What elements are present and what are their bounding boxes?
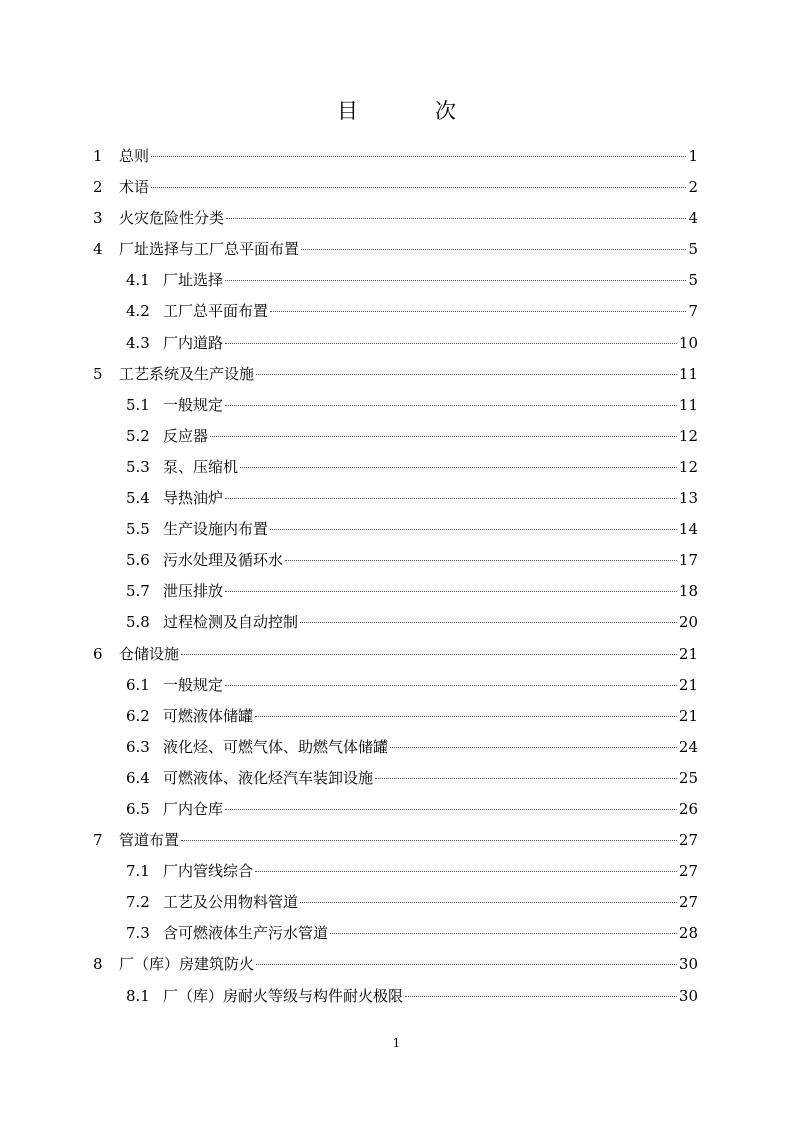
toc-dot-leader	[375, 777, 677, 779]
toc-entry-number: 3	[93, 209, 103, 228]
toc-entry-title: 液化烃、可燃气体、助燃气体储罐	[163, 737, 389, 756]
toc-entry-number: 5.2	[126, 426, 150, 445]
toc-entry-page: 30	[678, 986, 698, 1005]
toc-dot-leader	[390, 746, 677, 748]
toc-entry-page: 24	[678, 737, 698, 756]
toc-entry-title: 厂内管线综合	[163, 862, 254, 881]
page-number: 1	[392, 1036, 401, 1050]
toc-entry-title: 含可燃液体生产污水管道	[163, 924, 329, 943]
toc-dot-leader	[225, 279, 686, 281]
toc-entry-page: 26	[678, 799, 698, 818]
toc-title: 目 次	[337, 99, 484, 123]
toc-entry-number: 4	[93, 240, 103, 259]
toc-entry-page: 27	[678, 893, 698, 912]
toc-entry[interactable]	[93, 421, 698, 452]
toc-entry-number: 6	[93, 644, 103, 663]
toc-dot-leader	[210, 435, 677, 437]
toc-entry[interactable]	[93, 265, 698, 296]
toc-entry-page: 21	[678, 706, 698, 725]
toc-entry-number: 7.2	[126, 893, 150, 912]
toc-dot-leader	[270, 528, 677, 530]
toc-entry[interactable]	[93, 949, 698, 980]
toc-entry-number: 6.1	[126, 675, 150, 694]
toc-entry-number: 5.7	[126, 582, 150, 601]
toc-entry-page: 5	[688, 240, 698, 259]
toc-dot-leader	[300, 621, 677, 623]
toc-entry-page: 2	[688, 178, 698, 197]
toc-entry-number: 4.2	[126, 302, 150, 321]
toc-entry[interactable]	[93, 763, 698, 794]
toc-entry-page: 11	[678, 395, 698, 414]
toc-entry-page: 11	[678, 364, 698, 383]
toc-dot-leader	[301, 248, 686, 250]
toc-dot-leader	[256, 373, 677, 375]
toc-entry[interactable]	[93, 794, 698, 825]
toc-dot-leader	[225, 497, 677, 499]
toc-entry[interactable]	[93, 856, 698, 887]
toc-entry-title: 术语	[119, 178, 150, 197]
toc-entry-number: 6.3	[126, 737, 150, 756]
toc-entry-page: 13	[678, 489, 698, 508]
toc-entry-number: 8	[93, 955, 103, 974]
toc-entry[interactable]	[93, 234, 698, 265]
toc-entry-page: 30	[678, 955, 698, 974]
toc-entry-page: 21	[678, 644, 698, 663]
toc-entry[interactable]	[93, 670, 698, 701]
toc-entry-page: 12	[678, 426, 698, 445]
toc-entry-number: 5.6	[126, 551, 150, 570]
toc-entry-page: 1	[688, 147, 698, 165]
toc-entry[interactable]	[93, 296, 698, 327]
toc-entry-page: 10	[678, 333, 698, 352]
toc-entry-title: 导热油炉	[163, 489, 224, 508]
toc-dot-leader	[255, 870, 677, 872]
toc-entry[interactable]	[93, 607, 698, 638]
toc-dot-leader	[300, 901, 677, 903]
toc-entry-title: 厂内仓库	[163, 799, 224, 818]
toc-entry-title: 泵、压缩机	[163, 457, 239, 476]
toc-dot-leader	[330, 932, 677, 934]
toc-entry-number: 7	[93, 831, 103, 850]
toc-entry-title: 一般规定	[163, 395, 224, 414]
toc-dot-leader	[225, 404, 677, 406]
toc-entry-number: 5.4	[126, 489, 150, 508]
toc-entry-number: 8.1	[126, 986, 150, 1005]
toc-entry[interactable]	[93, 514, 698, 545]
toc-dot-leader	[256, 963, 677, 965]
toc-entry[interactable]	[93, 203, 698, 234]
toc-entry-number: 5.5	[126, 520, 150, 539]
toc-entry-title: 一般规定	[163, 675, 224, 694]
toc-dot-leader	[270, 310, 686, 312]
toc-entry-title: 厂址选择	[163, 271, 224, 290]
toc-entry-number: 6.2	[126, 706, 150, 725]
toc-entry-title: 工艺及公用物料管道	[163, 893, 299, 912]
toc-entry[interactable]	[93, 452, 698, 483]
toc-entry[interactable]	[93, 887, 698, 918]
toc-entry-number: 4.1	[126, 271, 150, 290]
toc-entry[interactable]	[93, 141, 698, 172]
toc-entry-page: 4	[688, 209, 698, 228]
toc-entry-number: 4.3	[126, 333, 150, 352]
toc-entry[interactable]	[93, 918, 698, 949]
toc-entry-page: 12	[678, 457, 698, 476]
toc-dot-leader	[240, 466, 677, 468]
toc-entry[interactable]	[93, 639, 698, 670]
toc-entry-page: 7	[688, 302, 698, 321]
toc-entry-title: 厂（库）房建筑防火	[119, 955, 255, 974]
toc-entry-title: 厂内道路	[163, 333, 224, 352]
toc-entry[interactable]	[93, 701, 698, 732]
toc-dot-leader	[226, 217, 686, 219]
toc-entry-page: 14	[678, 520, 698, 539]
toc-entry-page: 21	[678, 675, 698, 694]
toc-entry-title: 污水处理及循环水	[163, 551, 284, 570]
toc-entry[interactable]	[93, 328, 698, 359]
toc-entry[interactable]	[93, 732, 698, 763]
toc-entry-title: 生产设施内布置	[163, 520, 269, 539]
toc-dot-leader	[225, 808, 677, 810]
toc-entry-page: 20	[678, 613, 698, 632]
toc-entry[interactable]	[93, 576, 698, 607]
toc-entry-number: 7.3	[126, 924, 150, 943]
toc-entry[interactable]	[93, 483, 698, 514]
toc-dot-leader	[255, 715, 677, 717]
toc-entry-title: 厂（库）房耐火等级与构件耐火极限	[163, 986, 404, 1005]
toc-entry-title: 过程检测及自动控制	[163, 613, 299, 632]
toc-dot-leader	[225, 590, 677, 592]
toc-entry[interactable]	[93, 172, 698, 203]
toc-entry-page: 17	[678, 551, 698, 570]
toc-entry-page: 18	[678, 582, 698, 601]
toc-entry-number: 7.1	[126, 862, 150, 881]
toc-entry-number: 6.4	[126, 768, 150, 787]
toc-dot-leader	[405, 995, 677, 997]
toc-entry-number: 5	[93, 364, 103, 383]
toc-dot-leader	[285, 559, 677, 561]
toc-entry-title: 厂址选择与工厂总平面布置	[119, 240, 300, 259]
toc-dot-leader	[181, 839, 677, 841]
toc-entry[interactable]	[93, 390, 698, 421]
toc-entry-title: 工厂总平面布置	[163, 302, 269, 321]
toc-entry-page: 27	[678, 862, 698, 881]
toc-entry-title: 总则	[119, 147, 150, 165]
toc-entry-number: 1	[93, 147, 103, 165]
toc-dot-leader	[225, 342, 677, 344]
toc-dot-leader	[151, 155, 686, 157]
toc-entry-number: 5.8	[126, 613, 150, 632]
toc-entry-title: 管道布置	[119, 831, 180, 850]
toc-entry-title: 可燃液体储罐	[163, 706, 254, 725]
toc-entry-number: 5.1	[126, 395, 150, 414]
toc-dot-leader	[225, 684, 677, 686]
toc-entry-title: 仓储设施	[119, 644, 180, 663]
toc-entry-title: 火灾危险性分类	[119, 209, 225, 228]
toc-dot-leader	[181, 653, 677, 655]
toc-entry[interactable]	[93, 825, 698, 856]
toc-entry-page: 28	[678, 924, 698, 943]
toc-entry[interactable]	[93, 359, 698, 390]
toc-entry-title: 工艺系统及生产设施	[119, 364, 255, 383]
toc-dot-leader	[151, 186, 686, 188]
toc-entry-page: 5	[688, 271, 698, 290]
toc-entry-number: 5.3	[126, 457, 150, 476]
toc-entry-title: 反应器	[163, 426, 209, 445]
toc-entry-number: 2	[93, 178, 103, 197]
toc-entry-title: 可燃液体、液化烃汽车装卸设施	[163, 768, 374, 787]
toc-entry-page: 27	[678, 831, 698, 850]
toc-entry-title: 泄压排放	[163, 582, 224, 601]
toc-entry-number: 6.5	[126, 799, 150, 818]
toc-entry[interactable]	[93, 545, 698, 576]
toc-entry-page: 25	[678, 768, 698, 787]
toc-entry[interactable]	[93, 981, 698, 1012]
table-of-contents	[93, 141, 698, 1012]
